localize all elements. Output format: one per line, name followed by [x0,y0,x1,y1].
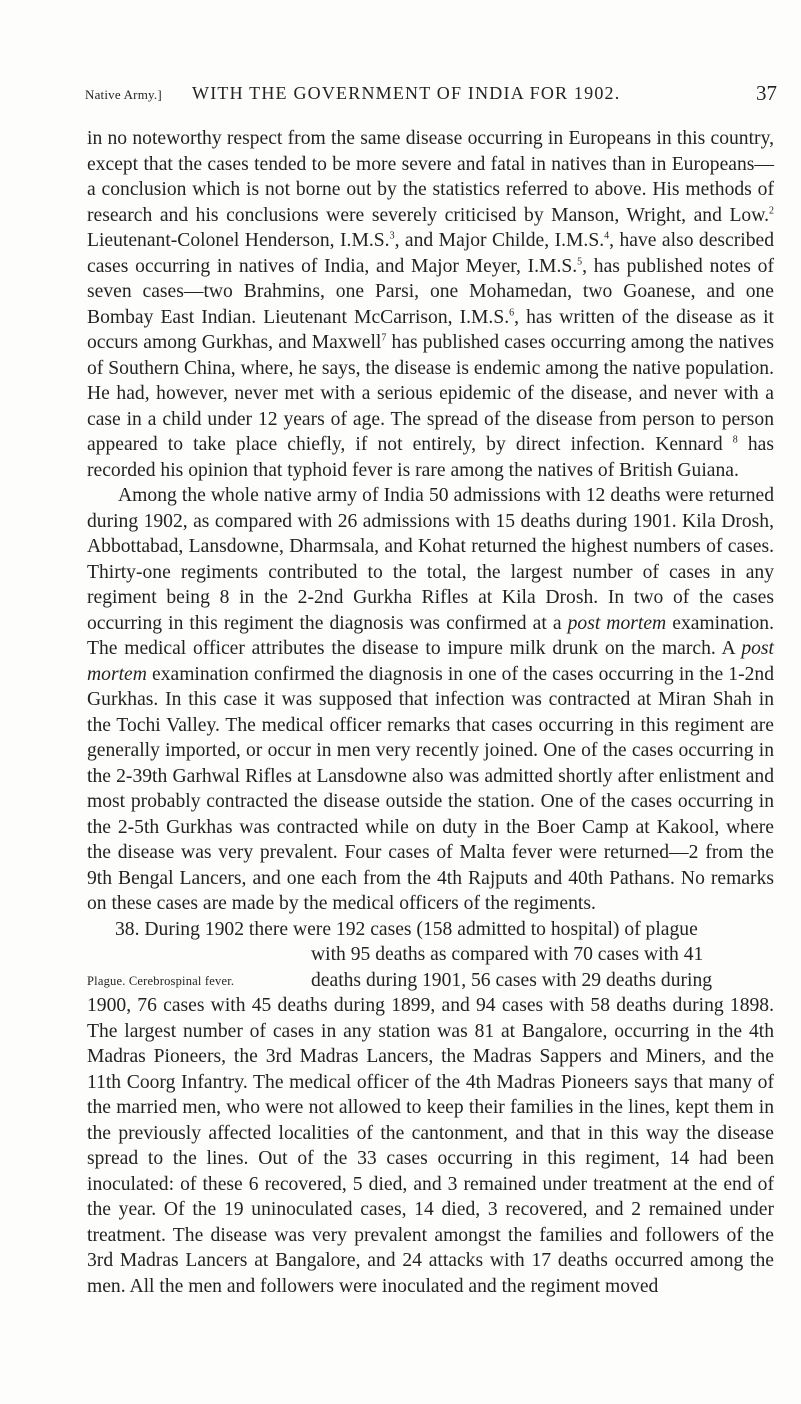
paragraph-native-army-cases [87,483,774,917]
text-run: , and Major Childe, I.M.S. [394,230,605,251]
text-run: in no noteworthy respect from the same disease occurring in Europeans in this country, except that the cases tended to be more severe and fatal in natives than in Europeans—a conclusion which is not borne out by the statistics referred to above. His methods of research and his conclusions were severely criticised by Manson, Wright, and Low. [87,128,774,226]
body-text [87,126,774,1299]
footnote-ref: 4 [604,230,610,242]
text-run: Lieutenant-Colonel Henderson, I.M.S. [87,230,390,251]
page-title: WITH THE GOVERNMENT OF INDIA FOR 1902. [192,83,621,103]
footnote-ref: 2 [769,204,774,216]
italic-term: post mortem [87,638,774,685]
text-run: examination. The medical officer attributes the disease to impure milk drunk on the march. A [87,612,774,659]
footnote-ref: 3 [389,230,395,242]
plague-line-3: deaths during 1901, 56 cases with 29 deaths during [311,969,713,991]
plague-line-1: 38. During 1902 there were 192 cases (158 admitted to hospital) of plague [115,918,698,940]
footnote-ref: 6 [509,306,515,318]
plague-continued: 1900, 76 cases with 45 deaths during 1899, and 94 cases with 58 deaths during 1898. The largest number of cases in any station was 81 at Bangalore, occurring in the 4th Madras Pioneers, the 3rd Madras Lancers, the Madras Sappers and Miners, and the 11th Coorg Infantry. The medical officer of the 4th Madras Pioneers says that many of the married men, who were not allowed to keep their families in the lines, kept them in the previously affected localities of the cantonment, and that in this way the disease spread to the lines. Out of the 33 cases occurring in this regiment, 14 had been inoculated: of these 6 recovered, 5 died, and 3 remained under treatment at the end of the year. Of the 19 uninoculated cases, 14 died, 3 recovered, and 2 remained under treatment. The disease was very prevalent amongst the families and followers of the 3rd Madras Lancers at Bangalore, and 24 attacks with 17 deaths occurred among the men. All the men and followers were inoculated and the regiment moved [87,995,774,1297]
footnote-ref: 7 [381,332,387,344]
text-run: , has published notes of seven cases—two Brahmins, one Parsi, one Mohamedan, two Goanese, and one Bombay East Indian. Lieutenant McCarrison, I.M.S. [87,255,774,328]
margin-note: Plague. Cerebrospinal fever. [87,973,235,988]
italic-term: post mortem [567,612,667,634]
section-label: Native Army.] [85,87,162,102]
paragraph-typhoid-literature [87,126,774,483]
plague-line-2: with 95 deaths as compared with 70 cases with 41 [311,944,704,965]
running-head [85,79,785,109]
footnote-ref: 5 [577,255,583,267]
text-run: , have also described cases occurring in natives of India, and Major Meyer, I.M.S. [87,230,775,277]
footnote-ref: 8 [732,434,738,446]
text-run: has recorded his opinion that typhoid fever is rare among the natives of British Guiana. [87,434,774,481]
page-number: 37 [756,81,777,105]
text-run: , has written of the disease as it occurs among Gurkhas, and Maxwell [87,306,774,353]
paragraph-plague [87,917,774,1300]
text-run: examination confirmed the diagnosis in one of the cases occurring in the 1-2nd Gurkhas. In this case it was supposed that infection was contracted at Miran Shah in the Tochi Valley. The medical officer remarks that cases occurring in this regiment are generally imported, or occur in men very recently joined. One of the cases occurring in the 2-39th Garhwal Rifles at Lansdowne also was admitted shortly after enlistment and most probably contracted the disease outside the station. One of the cases occurring in the 2-5th Gurkhas was contracted while on duty in the Boer Camp at Kakool, where the disease was very prevalent. Four cases of Malta fever were returned—2 from the 9th Bengal Lancers, and one each from the 4th Rajputs and 40th Pathans. No remarks on these cases are made by the medical officers of the regiments. [87,663,774,914]
text-run: Among the whole native army of India 50 admissions with 12 deaths were returned during 1902, as compared with 26 admissions with 15 deaths during 1901. Kila Drosh, Abbottabad, Lansdowne, Dharmsala, and Kohat returned the highest numbers of cases. Thirty-one regiments contributed to the total, the largest number of cases in any regiment being 8 in the 2-2nd Gurkha Rifles at Kila Drosh. In two of the cases occurring in this regiment the diagnosis was confirmed at a [87,485,774,634]
text-run: has published cases occurring among the natives of Southern China, where, he says, the disease is endemic among the native population. He had, however, never met with a serious epidemic of the disease, and never with a case in a child under 12 years of age. The spread of the disease from person to person appeared to take place chiefly, if not entirely, by direct infection. Kennard [87,332,774,455]
